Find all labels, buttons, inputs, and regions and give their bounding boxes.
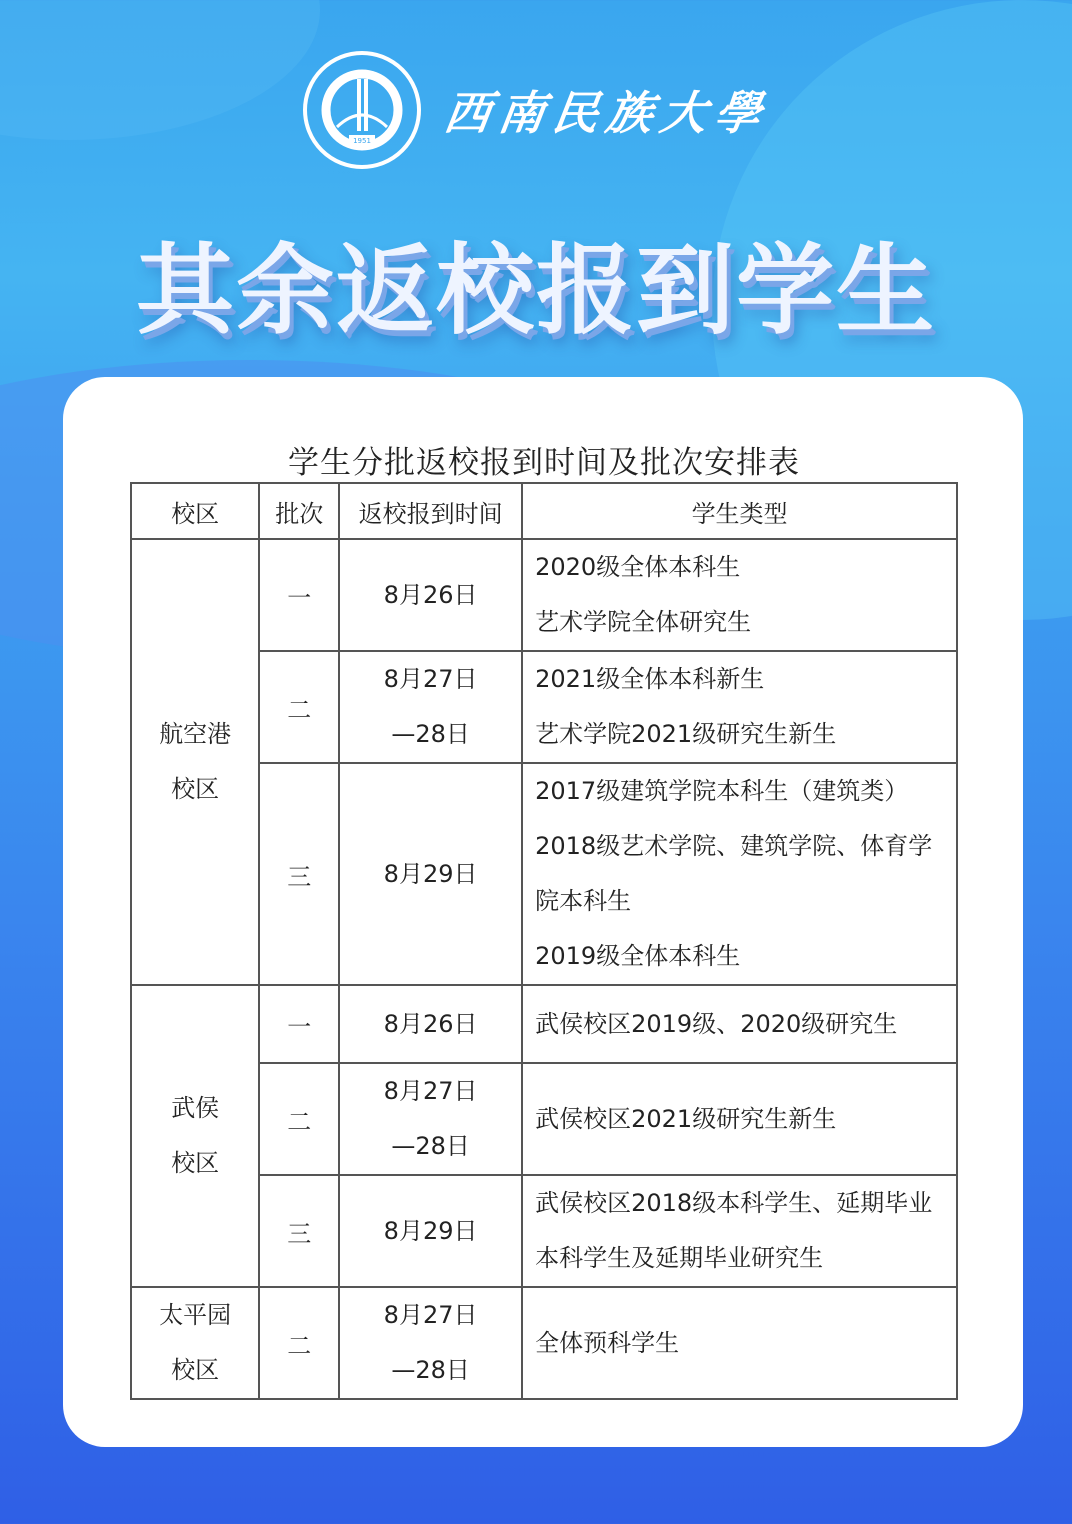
student-type-cell: 全体预科学生 [522,1287,957,1399]
student-type-cell: 武侯校区2021级研究生新生 [522,1063,957,1175]
batch-cell: 三 [259,763,339,985]
student-type-cell: 2020级全体本科生 艺术学院全体研究生 [522,539,957,651]
header [0,40,1072,180]
campus-cell: 太平园 校区 [131,1287,259,1399]
table-row [131,1287,957,1399]
schedule-table [130,482,958,1400]
column-header-date: 返校报到时间 [339,483,522,539]
date-cell: 8月27日 —28日 [339,1063,522,1175]
date-cell: 8月29日 [339,763,522,985]
column-header-student-type: 学生类型 [522,483,957,539]
date-cell: 8月29日 [339,1175,522,1287]
university-logo-icon [303,51,421,169]
campus-cell: 航空港 校区 [131,539,259,985]
batch-cell: 二 [259,651,339,763]
student-type-cell: 武侯校区2018级本科学生、延期毕业 本科学生及延期毕业研究生 [522,1175,957,1287]
student-type-cell: 2021级全体本科新生 艺术学院2021级研究生新生 [522,651,957,763]
batch-cell: 一 [259,985,339,1063]
batch-cell: 三 [259,1175,339,1287]
date-cell: 8月26日 [339,985,522,1063]
date-cell: 8月27日 —28日 [339,651,522,763]
date-cell: 8月27日 —28日 [339,1287,522,1399]
date-cell: 8月26日 [339,539,522,651]
page-title: 其余返校报到学生 [135,234,936,348]
svg-text:1951: 1951 [353,137,371,145]
batch-cell: 二 [259,1063,339,1175]
campus-cell: 武侯 校区 [131,985,259,1287]
student-type-cell: 武侯校区2019级、2020级研究生 [522,985,957,1063]
column-header-campus: 校区 [131,483,259,539]
table-title: 学生分批返校报到时间及批次安排表 [288,445,800,481]
university-name: 西南民族大學 [440,86,773,140]
table-row [131,985,957,1063]
table-row [131,539,957,651]
table-header-row [131,483,957,539]
student-type-cell: 2017级建筑学院本科生（建筑类） 2018级艺术学院、建筑学院、体育学 院本科生 2019级全体本科生 [522,763,957,985]
batch-cell: 二 [259,1287,339,1399]
batch-cell: 一 [259,539,339,651]
column-header-batch: 批次 [259,483,339,539]
